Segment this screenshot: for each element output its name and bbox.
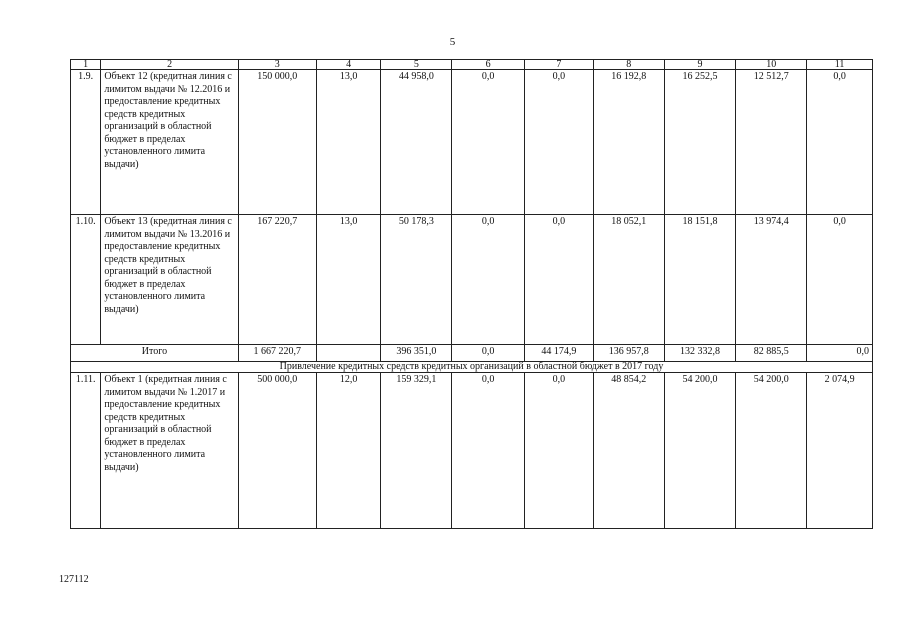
cell: 159 329,1 — [381, 373, 452, 529]
cell: 150 000,0 — [238, 70, 316, 215]
row-number: 1.9. — [71, 70, 101, 215]
cell: 13 974,4 — [736, 215, 807, 345]
cell: 44 174,9 — [525, 345, 594, 362]
budget-table — [70, 59, 873, 529]
total-label: Итого — [71, 345, 239, 362]
cell: 0,0 — [807, 70, 873, 215]
cell: 0,0 — [452, 70, 525, 215]
cell: 0,0 — [525, 373, 594, 529]
column-header: 4 — [316, 60, 381, 70]
section-title: Привлечение кредитных средств кредитных организаций в областной бюджет в 2017 году — [71, 362, 873, 373]
table-row — [71, 70, 873, 215]
cell: 0,0 — [807, 345, 873, 362]
cell: 18 151,8 — [664, 215, 736, 345]
cell: 18 052,1 — [593, 215, 664, 345]
document-code: 127112 — [59, 574, 89, 585]
page-number: 5 — [449, 36, 456, 48]
cell: 13,0 — [316, 70, 381, 215]
cell: 2 074,9 — [807, 373, 873, 529]
column-header: 8 — [593, 60, 664, 70]
row-name: Объект 13 (кредитная линия с лимитом выдачи № 13.2016 и предоставление кредитных средств кредитных организаций в областной бюджет в пределах установленного лимита выдачи) — [101, 215, 239, 345]
column-header: 6 — [452, 60, 525, 70]
row-number: 1.11. — [71, 373, 101, 529]
cell: 0,0 — [525, 70, 594, 215]
cell: 0,0 — [452, 373, 525, 529]
cell — [316, 345, 381, 362]
row-name: Объект 1 (кредитная линия с лимитом выдачи № 1.2017 и предоставление кредитных средств кредитных организаций в областной бюджет в пределах установленного лимита выдачи) — [101, 373, 239, 529]
cell: 13,0 — [316, 215, 381, 345]
row-number: 1.10. — [71, 215, 101, 345]
table-row — [71, 373, 873, 529]
cell: 0,0 — [452, 345, 525, 362]
column-header: 5 — [381, 60, 452, 70]
column-header: 9 — [664, 60, 736, 70]
cell: 0,0 — [452, 215, 525, 345]
column-header: 1 — [71, 60, 101, 70]
column-header: 11 — [807, 60, 873, 70]
cell: 16 192,8 — [593, 70, 664, 215]
cell: 132 332,8 — [664, 345, 736, 362]
cell: 0,0 — [807, 215, 873, 345]
cell: 167 220,7 — [238, 215, 316, 345]
cell: 396 351,0 — [381, 345, 452, 362]
cell: 12 512,7 — [736, 70, 807, 215]
cell: 54 200,0 — [664, 373, 736, 529]
cell: 54 200,0 — [736, 373, 807, 529]
cell: 0,0 — [525, 215, 594, 345]
column-header: 3 — [238, 60, 316, 70]
total-row — [71, 345, 873, 362]
section-row — [71, 362, 873, 373]
cell: 136 957,8 — [593, 345, 664, 362]
column-header: 7 — [525, 60, 594, 70]
column-number-row — [71, 60, 873, 70]
row-name: Объект 12 (кредитная линия с лимитом выдачи № 12.2016 и предоставление кредитных средств кредитных организаций в областной бюджет в пределах установленного лимита выдачи) — [101, 70, 239, 215]
column-header: 2 — [101, 60, 239, 70]
cell: 44 958,0 — [381, 70, 452, 215]
cell: 50 178,3 — [381, 215, 452, 345]
cell: 500 000,0 — [238, 373, 316, 529]
cell: 1 667 220,7 — [238, 345, 316, 362]
table-row — [71, 215, 873, 345]
cell: 48 854,2 — [593, 373, 664, 529]
cell: 16 252,5 — [664, 70, 736, 215]
cell: 82 885,5 — [736, 345, 807, 362]
cell: 12,0 — [316, 373, 381, 529]
column-header: 10 — [736, 60, 807, 70]
